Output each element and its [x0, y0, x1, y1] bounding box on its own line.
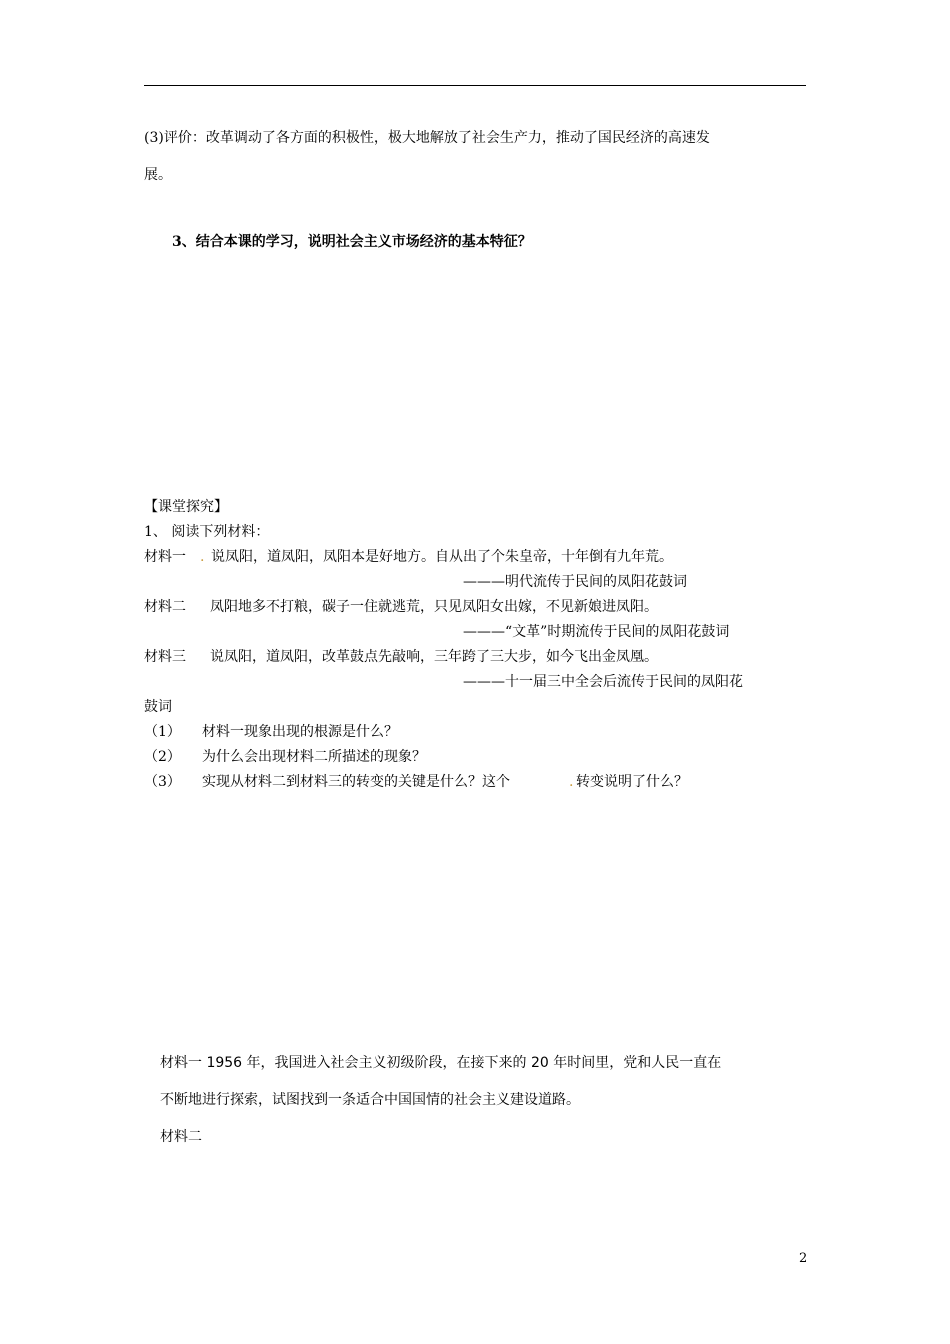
- material-1-source: ———明代流传于民间的凤阳花鼓词: [463, 574, 687, 590]
- second-material-line-1: 材料一 1956 年，我国进入社会主义初级阶段，在接下来的 20 年时间里，党和人民一直在: [160, 1055, 722, 1071]
- question-1-text: 材料一现象出现的根源是什么？: [202, 724, 398, 740]
- question-2-number: （2）: [144, 749, 181, 765]
- second-material-line-3: 材料二: [160, 1129, 202, 1145]
- question-1-number: （1）: [144, 724, 181, 740]
- material-3-source: ———十一届三中全会后流传于民间的凤阳花: [463, 674, 743, 690]
- second-material-line-2: 不断地进行探索，试图找到一条适合中国国情的社会主义建设道路。: [160, 1092, 580, 1108]
- material-2-label: 材料二: [144, 599, 186, 615]
- question-3-text-b: 转变说明了什么？: [576, 774, 688, 790]
- header-rule: [144, 85, 806, 86]
- question-3-number: （3）: [144, 774, 181, 790]
- evaluation-line-1: (3)评价：改革调动了各方面的积极性，极大地解放了社会生产力，推动了国民经济的高速发: [144, 130, 710, 146]
- question-3-mark: .: [569, 774, 574, 790]
- question-2-text: 为什么会出现材料二所描述的现象？: [202, 749, 426, 765]
- inquiry-heading: 【课堂探究】: [144, 499, 228, 515]
- material-2-source: ———“文革”时期流传于民间的凤阳花鼓词: [463, 624, 730, 640]
- material-3-label: 材料三: [144, 649, 186, 665]
- question-3: 3、结合本课的学习，说明社会主义市场经济的基本特征？: [172, 234, 532, 250]
- material-3-source-cont: 鼓词: [144, 699, 172, 715]
- inquiry-intro: 1、 阅读下列材料：: [144, 524, 270, 540]
- material-3-text: 说凤阳，道凤阳，改革鼓点先敲响，三年跨了三大步，如今飞出金凤凰。: [210, 649, 658, 665]
- question-3-text-a: 实现从材料二到材料三的转变的关键是什么？这个: [202, 774, 510, 790]
- material-2-text: 凤阳地多不打粮，碳子一住就逃荒，只见凤阳女出嫁，不见新娘进凤阳。: [210, 599, 658, 615]
- material-1-text: 说凤阳，道凤阳，凤阳本是好地方。自从出了个朱皇帝，十年倒有九年荒。: [211, 549, 673, 565]
- evaluation-line-2: 展。: [144, 167, 172, 183]
- page-number: 2: [799, 1251, 808, 1266]
- material-1-mark: .: [200, 549, 205, 565]
- material-1-label: 材料一: [144, 549, 186, 565]
